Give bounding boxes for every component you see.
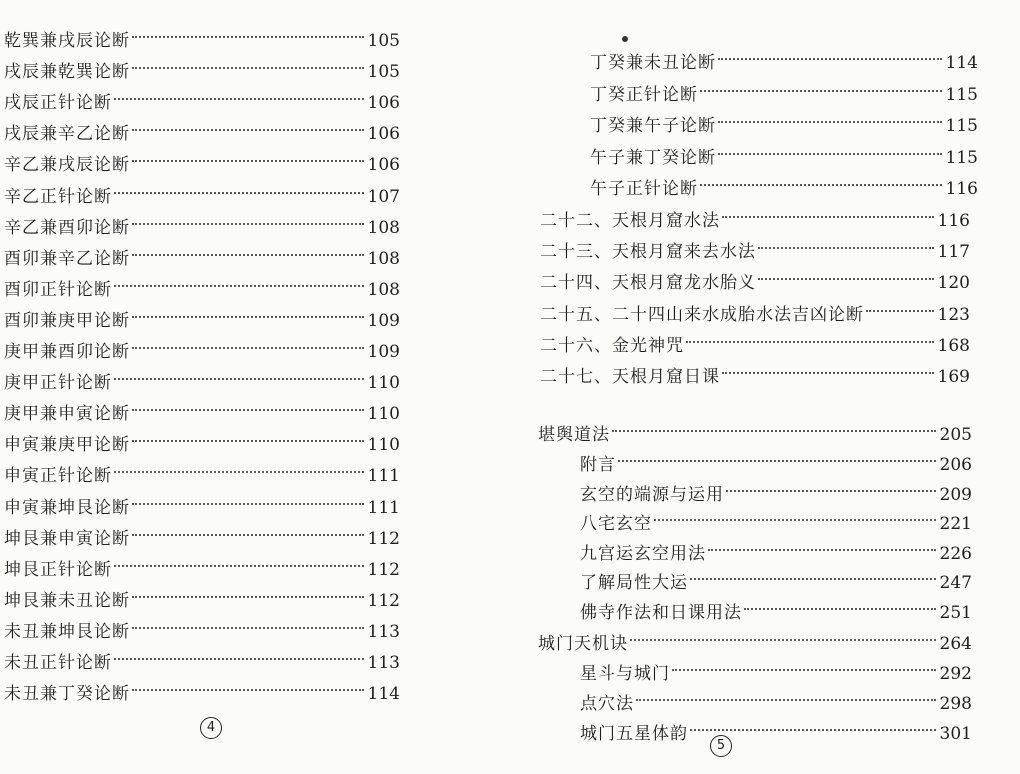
toc-entry — [4, 57, 400, 87]
right-page — [510, 0, 1020, 774]
toc-title: 二十六、金光神咒 — [540, 335, 684, 356]
toc-title: 午子正针论断 — [590, 179, 698, 200]
toc-title: 了解局性大运 — [580, 573, 688, 594]
toc-entry — [4, 493, 400, 523]
toc-title: 二十二、天根月窟水法 — [540, 211, 720, 231]
toc-page-number: 113 — [367, 621, 400, 642]
toc-title: 坤艮正针论断 — [4, 559, 112, 580]
toc-page-number: 206 — [939, 455, 972, 475]
dot-leader — [114, 192, 364, 194]
toc-title: 乾巽兼戌辰论断 — [4, 31, 130, 51]
dot-leader — [114, 378, 364, 380]
toc-title: 丁癸兼午子论断 — [590, 116, 716, 137]
toc-page-number: 108 — [367, 217, 400, 238]
toc-page-number: 108 — [367, 279, 400, 300]
toc-chapter — [540, 237, 970, 267]
toc-entry — [4, 88, 400, 118]
toc-page-number: 221 — [939, 514, 972, 535]
toc-title: 戌辰正针论断 — [4, 93, 112, 114]
dot-leader — [708, 549, 936, 551]
toc-title: 玄空的端源与运用 — [580, 484, 724, 505]
toc-page-number: 117 — [937, 242, 970, 263]
toc-page-number: 112 — [367, 528, 400, 549]
toc-page-number: 226 — [939, 543, 972, 564]
dot-leader — [132, 596, 364, 598]
toc-page-number: 301 — [939, 724, 972, 744]
toc-section-item — [580, 568, 972, 598]
toc-page-number: 209 — [939, 484, 972, 505]
page-number — [706, 734, 736, 757]
toc-entry — [4, 275, 400, 305]
dot-leader — [618, 460, 936, 462]
toc-page-number: 169 — [937, 367, 970, 387]
toc-title: 二十五、二十四山来水成胎水法吉凶论断 — [540, 304, 864, 325]
toc-title: 午子兼丁癸论断 — [590, 147, 716, 168]
dot-leader — [132, 254, 364, 256]
toc-entry — [4, 430, 400, 460]
toc-title: 未丑兼坤艮论断 — [4, 621, 130, 642]
toc-title: 城门五星体韵 — [580, 724, 688, 744]
dot-leader — [726, 490, 936, 492]
toc-entry — [4, 679, 400, 709]
toc-title: 二十七、天根月窟日课 — [540, 367, 720, 387]
toc-entry — [4, 586, 400, 616]
toc-section-item — [580, 719, 972, 749]
toc-page-number: 114 — [367, 684, 400, 705]
toc-entry — [4, 244, 400, 274]
toc-title: 未丑正针论断 — [4, 653, 112, 673]
toc-page-number: 115 — [945, 84, 978, 105]
toc-entry — [4, 306, 400, 336]
toc-entry — [4, 150, 400, 180]
toc-title: 丁癸正针论断 — [590, 84, 698, 105]
page-number — [196, 716, 226, 739]
toc-title: 堪舆道法 — [538, 425, 610, 445]
toc-page-number: 111 — [367, 466, 400, 487]
toc-title: 辛乙兼酉卯论断 — [4, 217, 130, 238]
dot-leader — [114, 471, 364, 473]
toc-entry — [4, 213, 400, 243]
dot-leader — [132, 409, 364, 411]
toc-page-number: 123 — [937, 304, 970, 325]
toc-page-number: 111 — [367, 497, 400, 518]
toc-title: 酉卯正针论断 — [4, 279, 112, 300]
toc-page-number: 112 — [367, 590, 400, 611]
toc-page-number: 116 — [945, 179, 978, 200]
toc-title: 庚甲正针论断 — [4, 373, 112, 394]
dot-leader — [114, 285, 364, 287]
toc-chapter — [540, 206, 970, 236]
toc-section-item — [580, 480, 972, 510]
toc-title: 辛乙兼戌辰论断 — [4, 155, 130, 176]
toc-title: 庚甲兼酉卯论断 — [4, 342, 130, 362]
toc-page-number: 264 — [939, 634, 972, 654]
toc-title: 申寅正针论断 — [4, 466, 112, 487]
toc-title: 庚甲兼申寅论断 — [4, 404, 130, 425]
page-number-text: 4 — [200, 717, 222, 739]
toc-title: 申寅兼庚甲论断 — [4, 435, 130, 456]
toc-section-item — [580, 509, 972, 539]
toc-page-number: 106 — [367, 93, 400, 114]
dot-leader — [690, 729, 936, 731]
toc-entry — [4, 555, 400, 585]
dot-leader — [758, 247, 934, 249]
toc-entry — [4, 648, 400, 678]
toc-subentry — [590, 48, 978, 78]
toc-section-item — [580, 598, 972, 628]
dot-leader — [132, 689, 364, 691]
dot-leader — [132, 534, 364, 536]
toc-entry — [4, 524, 400, 554]
dot-leader — [722, 372, 934, 374]
toc-section-item — [580, 450, 972, 480]
toc-title: 辛乙正针论断 — [4, 186, 112, 207]
dot-leader — [700, 184, 942, 186]
toc-title: 城门天机诀 — [538, 634, 628, 654]
dot-leader — [132, 223, 364, 225]
toc-page-number: 107 — [367, 186, 400, 207]
toc-entry — [4, 461, 400, 491]
toc-page-number: 110 — [367, 435, 400, 456]
toc-page-number: 292 — [939, 664, 972, 684]
toc-page-number: 106 — [367, 124, 400, 145]
dot-leader — [132, 160, 364, 162]
toc-chapter — [540, 331, 970, 361]
dot-leader — [718, 58, 942, 60]
toc-page-number: 168 — [937, 335, 970, 356]
toc-title: 戌辰兼辛乙论断 — [4, 124, 130, 145]
toc-title: 星斗与城门 — [580, 664, 670, 684]
dot-leader — [132, 440, 364, 442]
dot-leader — [718, 121, 942, 123]
dot-leader — [758, 278, 934, 280]
toc-entry — [4, 119, 400, 149]
toc-page-number: 251 — [939, 603, 972, 623]
toc-chapter — [540, 268, 970, 298]
toc-subentry — [590, 80, 978, 110]
toc-page-number: 120 — [937, 273, 970, 294]
toc-page-number: 108 — [367, 248, 400, 269]
toc-page-number: 115 — [945, 116, 978, 137]
toc-title: 戌辰兼乾巽论断 — [4, 62, 130, 83]
dot-leader — [114, 98, 364, 100]
dot-leader — [132, 36, 364, 38]
toc-section — [538, 629, 972, 659]
toc-title: 八宅玄空 — [580, 514, 652, 535]
toc-section-item — [580, 659, 972, 689]
toc-title: 点穴法 — [580, 694, 634, 714]
toc-subentry — [590, 174, 978, 204]
dot-leader — [866, 310, 934, 312]
toc-page-number: 116 — [937, 211, 970, 231]
toc-title: 佛寺作法和日课用法 — [580, 603, 742, 623]
dot-leader — [132, 627, 364, 629]
dot-leader — [114, 658, 364, 660]
toc-chapter — [540, 362, 970, 392]
toc-page-number: 247 — [939, 573, 972, 594]
dot-leader — [722, 216, 934, 218]
toc-title: 坤艮兼申寅论断 — [4, 528, 130, 549]
dot-leader — [132, 503, 364, 505]
dot-leader — [612, 430, 936, 432]
toc-title: 坤艮兼未丑论断 — [4, 590, 130, 611]
toc-page-number: 113 — [367, 653, 400, 673]
toc-page-number: 298 — [939, 694, 972, 714]
print-speck — [622, 36, 628, 42]
toc-title: 未丑兼丁癸论断 — [4, 684, 130, 705]
toc-title: 酉卯兼庚甲论断 — [4, 310, 130, 331]
toc-page-number: 110 — [367, 404, 400, 425]
dot-leader — [700, 90, 942, 92]
toc-entry — [4, 617, 400, 647]
dot-leader — [132, 129, 364, 131]
toc-page-number: 115 — [945, 147, 978, 168]
dot-leader — [672, 669, 936, 671]
toc-page-number: 114 — [945, 53, 978, 73]
toc-section-item — [580, 539, 972, 569]
toc-page-number: 105 — [367, 31, 400, 51]
toc-title: 九宫运玄空用法 — [580, 543, 706, 564]
dot-leader — [686, 341, 934, 343]
toc-entry — [4, 368, 400, 398]
toc-page-number: 109 — [367, 310, 400, 331]
toc-subentry — [590, 111, 978, 141]
dot-leader — [114, 565, 364, 567]
toc-title: 酉卯兼辛乙论断 — [4, 248, 130, 269]
toc-page-number: 106 — [367, 155, 400, 176]
dot-leader — [654, 519, 936, 521]
dot-leader — [132, 67, 364, 69]
toc-title: 二十四、天根月窟龙水胎义 — [540, 273, 756, 294]
dot-leader — [690, 578, 936, 580]
toc-page-number: 205 — [939, 425, 972, 445]
toc-entry — [4, 26, 400, 56]
toc-page-number: 112 — [367, 559, 400, 580]
page-number-text: 5 — [710, 735, 732, 757]
toc-entry — [4, 399, 400, 429]
dot-leader — [630, 639, 936, 641]
toc-page-number: 105 — [367, 62, 400, 83]
dot-leader — [636, 699, 936, 701]
toc-chapter — [540, 300, 970, 330]
toc-entry — [4, 337, 400, 367]
dot-leader — [744, 608, 936, 610]
dot-leader — [132, 316, 364, 318]
toc-section — [538, 420, 972, 450]
toc-page-number: 109 — [367, 342, 400, 362]
dot-leader — [132, 347, 364, 349]
dot-leader — [718, 153, 942, 155]
toc-title: 二十三、天根月窟来去水法 — [540, 242, 756, 263]
toc-title: 申寅兼坤艮论断 — [4, 497, 130, 518]
toc-page-number: 110 — [367, 373, 400, 394]
toc-entry — [4, 182, 400, 212]
toc-title: 附言 — [580, 455, 616, 475]
toc-title: 丁癸兼未丑论断 — [590, 53, 716, 73]
toc-section-item — [580, 689, 972, 719]
toc-subentry — [590, 143, 978, 173]
